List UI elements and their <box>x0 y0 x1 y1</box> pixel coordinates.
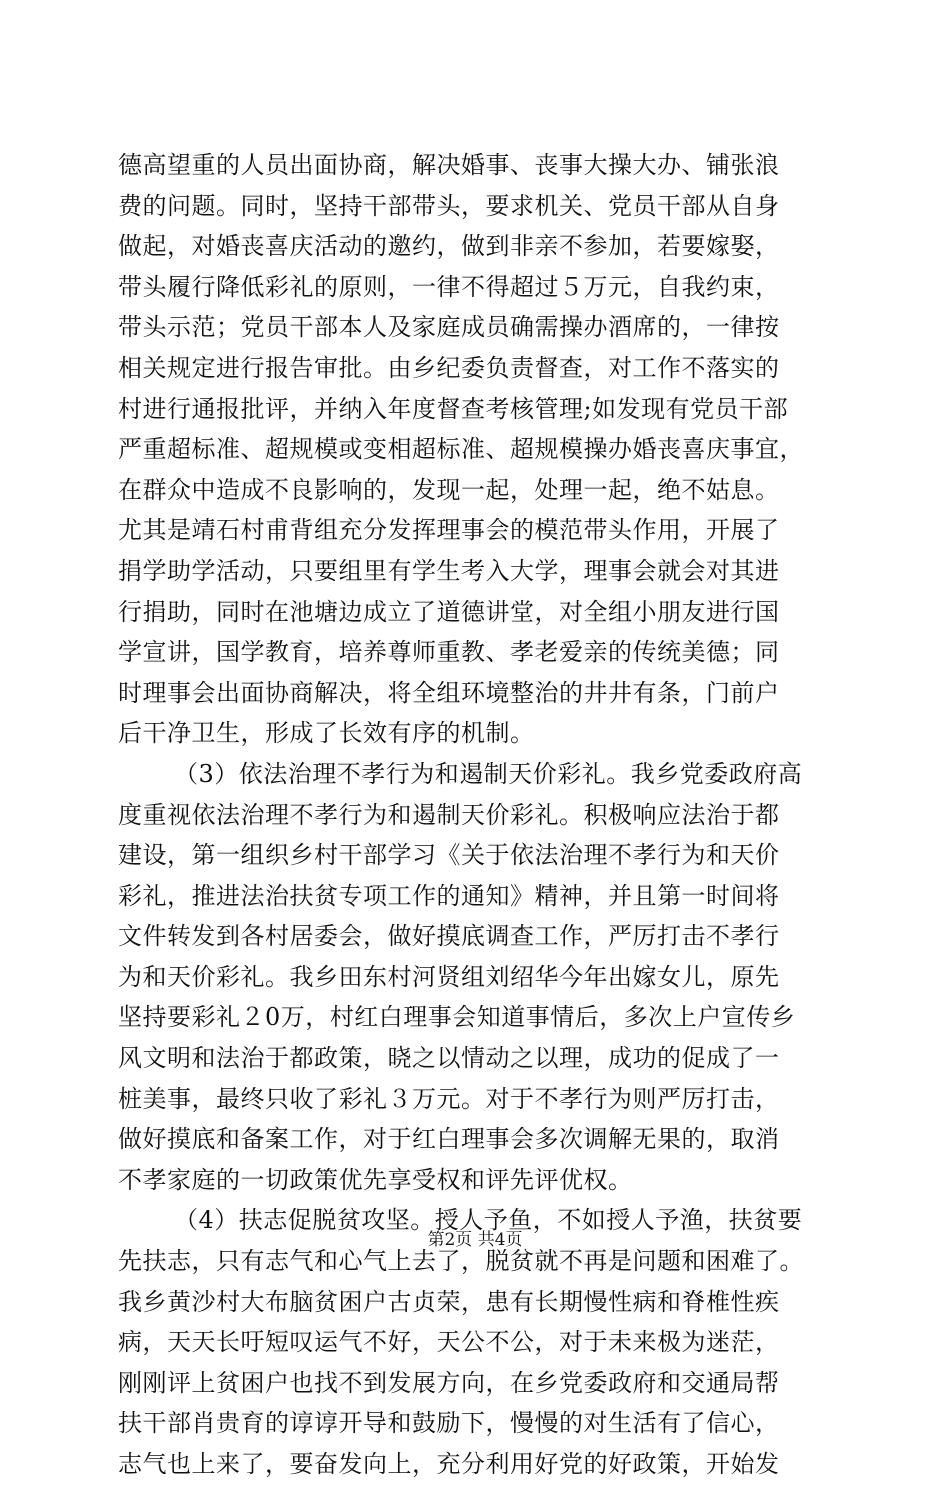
text-line: 严重超标准、超规模或变相超标准、超规模操办婚丧喜庆事宜， <box>118 435 804 464</box>
text-line: 我乡黄沙村大布脑贫困户古贞荣，患有长期慢性病和脊椎性疾 <box>118 1287 780 1316</box>
text-line: 病，天天长吁短叹运气不好，天公不公，对于未来极为迷茫， <box>118 1328 780 1357</box>
text-line: 相关规定进行报告审批。由乡纪委负责督查，对工作不落实的 <box>118 353 780 382</box>
text-line: 费的问题。同时，坚持干部带头，要求机关、党员干部从自身 <box>118 191 780 220</box>
text-line: 桩美事，最终只收了彩礼３万元。对于不孝行为则严厉打击， <box>118 1084 780 1113</box>
text-line: 志气也上来了，要奋发向上，充分利用好党的好政策，开始发 <box>118 1450 780 1478</box>
text-line: 行捐助，同时在池塘边成立了道德讲堂，对全组小朋友进行国 <box>118 597 780 626</box>
text-line: 风文明和法治于都政策，晓之以情动之以理，成功的促成了一 <box>118 1044 780 1073</box>
text-line: 扶干部肖贵育的谆谆开导和鼓励下，慢慢的对生活有了信心， <box>118 1409 780 1438</box>
text-line: 不孝家庭的一切政策优先享受权和评先评优权。 <box>118 1165 633 1194</box>
text-line: 带头履行降低彩礼的原则，一律不得超过５万元，自我约束， <box>118 272 780 301</box>
text-line: 尤其是靖石村甫背组充分发挥理事会的模范带头作用，开展了 <box>118 516 780 545</box>
text-line: 彩礼，推进法治扶贫专项工作的通知》精神，并且第一时间将 <box>118 881 780 910</box>
text-line: 时理事会出面协商解决，将全组环境整治的井井有条，门前户 <box>118 678 780 707</box>
text-line: 为和天价彩礼。我乡田东村河贤组刘绍华今年出嫁女儿，原先 <box>118 962 780 991</box>
text-line: （4）扶志促脱贫攻坚。授人予鱼，不如授人予渔，扶贫要 <box>174 1206 803 1235</box>
document-body <box>118 145 858 1485</box>
text-line: 坚持要彩礼２0万，村红白理事会知道事情后，多次上户宣传乡 <box>118 1003 796 1032</box>
text-line: 在群众中造成不良影响的，发现一起，处理一起，绝不姑息。 <box>118 475 780 504</box>
text-line: 度重视依法治理不孝行为和遏制天价彩礼。积极响应法治于都 <box>118 800 780 829</box>
text-line: 德高望重的人员出面协商，解决婚事、丧事大操大办、铺张浪 <box>118 151 780 179</box>
text-line: 后干净卫生，形成了长效有序的机制。 <box>118 719 535 748</box>
text-line: 做好摸底和备案工作，对于红白理事会多次调解无果的，取消 <box>118 1125 780 1154</box>
text-line: 捐学助学活动，只要组里有学生考入大学，理事会就会对其进 <box>118 556 780 585</box>
text-line: 学宣讲，国学教育，培养尊师重教、孝老爱亲的传统美德；同 <box>118 638 780 667</box>
text-line: 带头示范；党员干部本人及家庭成员确需操办酒席的，一律按 <box>118 313 780 342</box>
text-line: 村进行通报批评，并纳入年度督查考核管理;如发现有党员干部 <box>118 394 789 423</box>
text-line: 建设，第一组织乡村干部学习《关于依法治理不孝行为和天价 <box>118 841 780 870</box>
text-line: 文件转发到各村居委会，做好摸底调查工作，严厉打击不孝行 <box>118 922 780 951</box>
text-line: 刚刚评上贫困户也找不到发展方向，在乡党委政府和交通局帮 <box>118 1368 780 1397</box>
text-line: 先扶志，只有志气和心气上去了，脱贫就不再是问题和困难了。 <box>118 1247 804 1276</box>
text-line: 做起，对婚丧喜庆活动的邀约，做到非亲不参加，若要嫁娶， <box>118 232 780 261</box>
text-line: （3）依法治理不孝行为和遏制天价彩礼。我乡党委政府高 <box>174 759 803 788</box>
page-footer: 第2页 共4页 <box>427 1230 523 1250</box>
